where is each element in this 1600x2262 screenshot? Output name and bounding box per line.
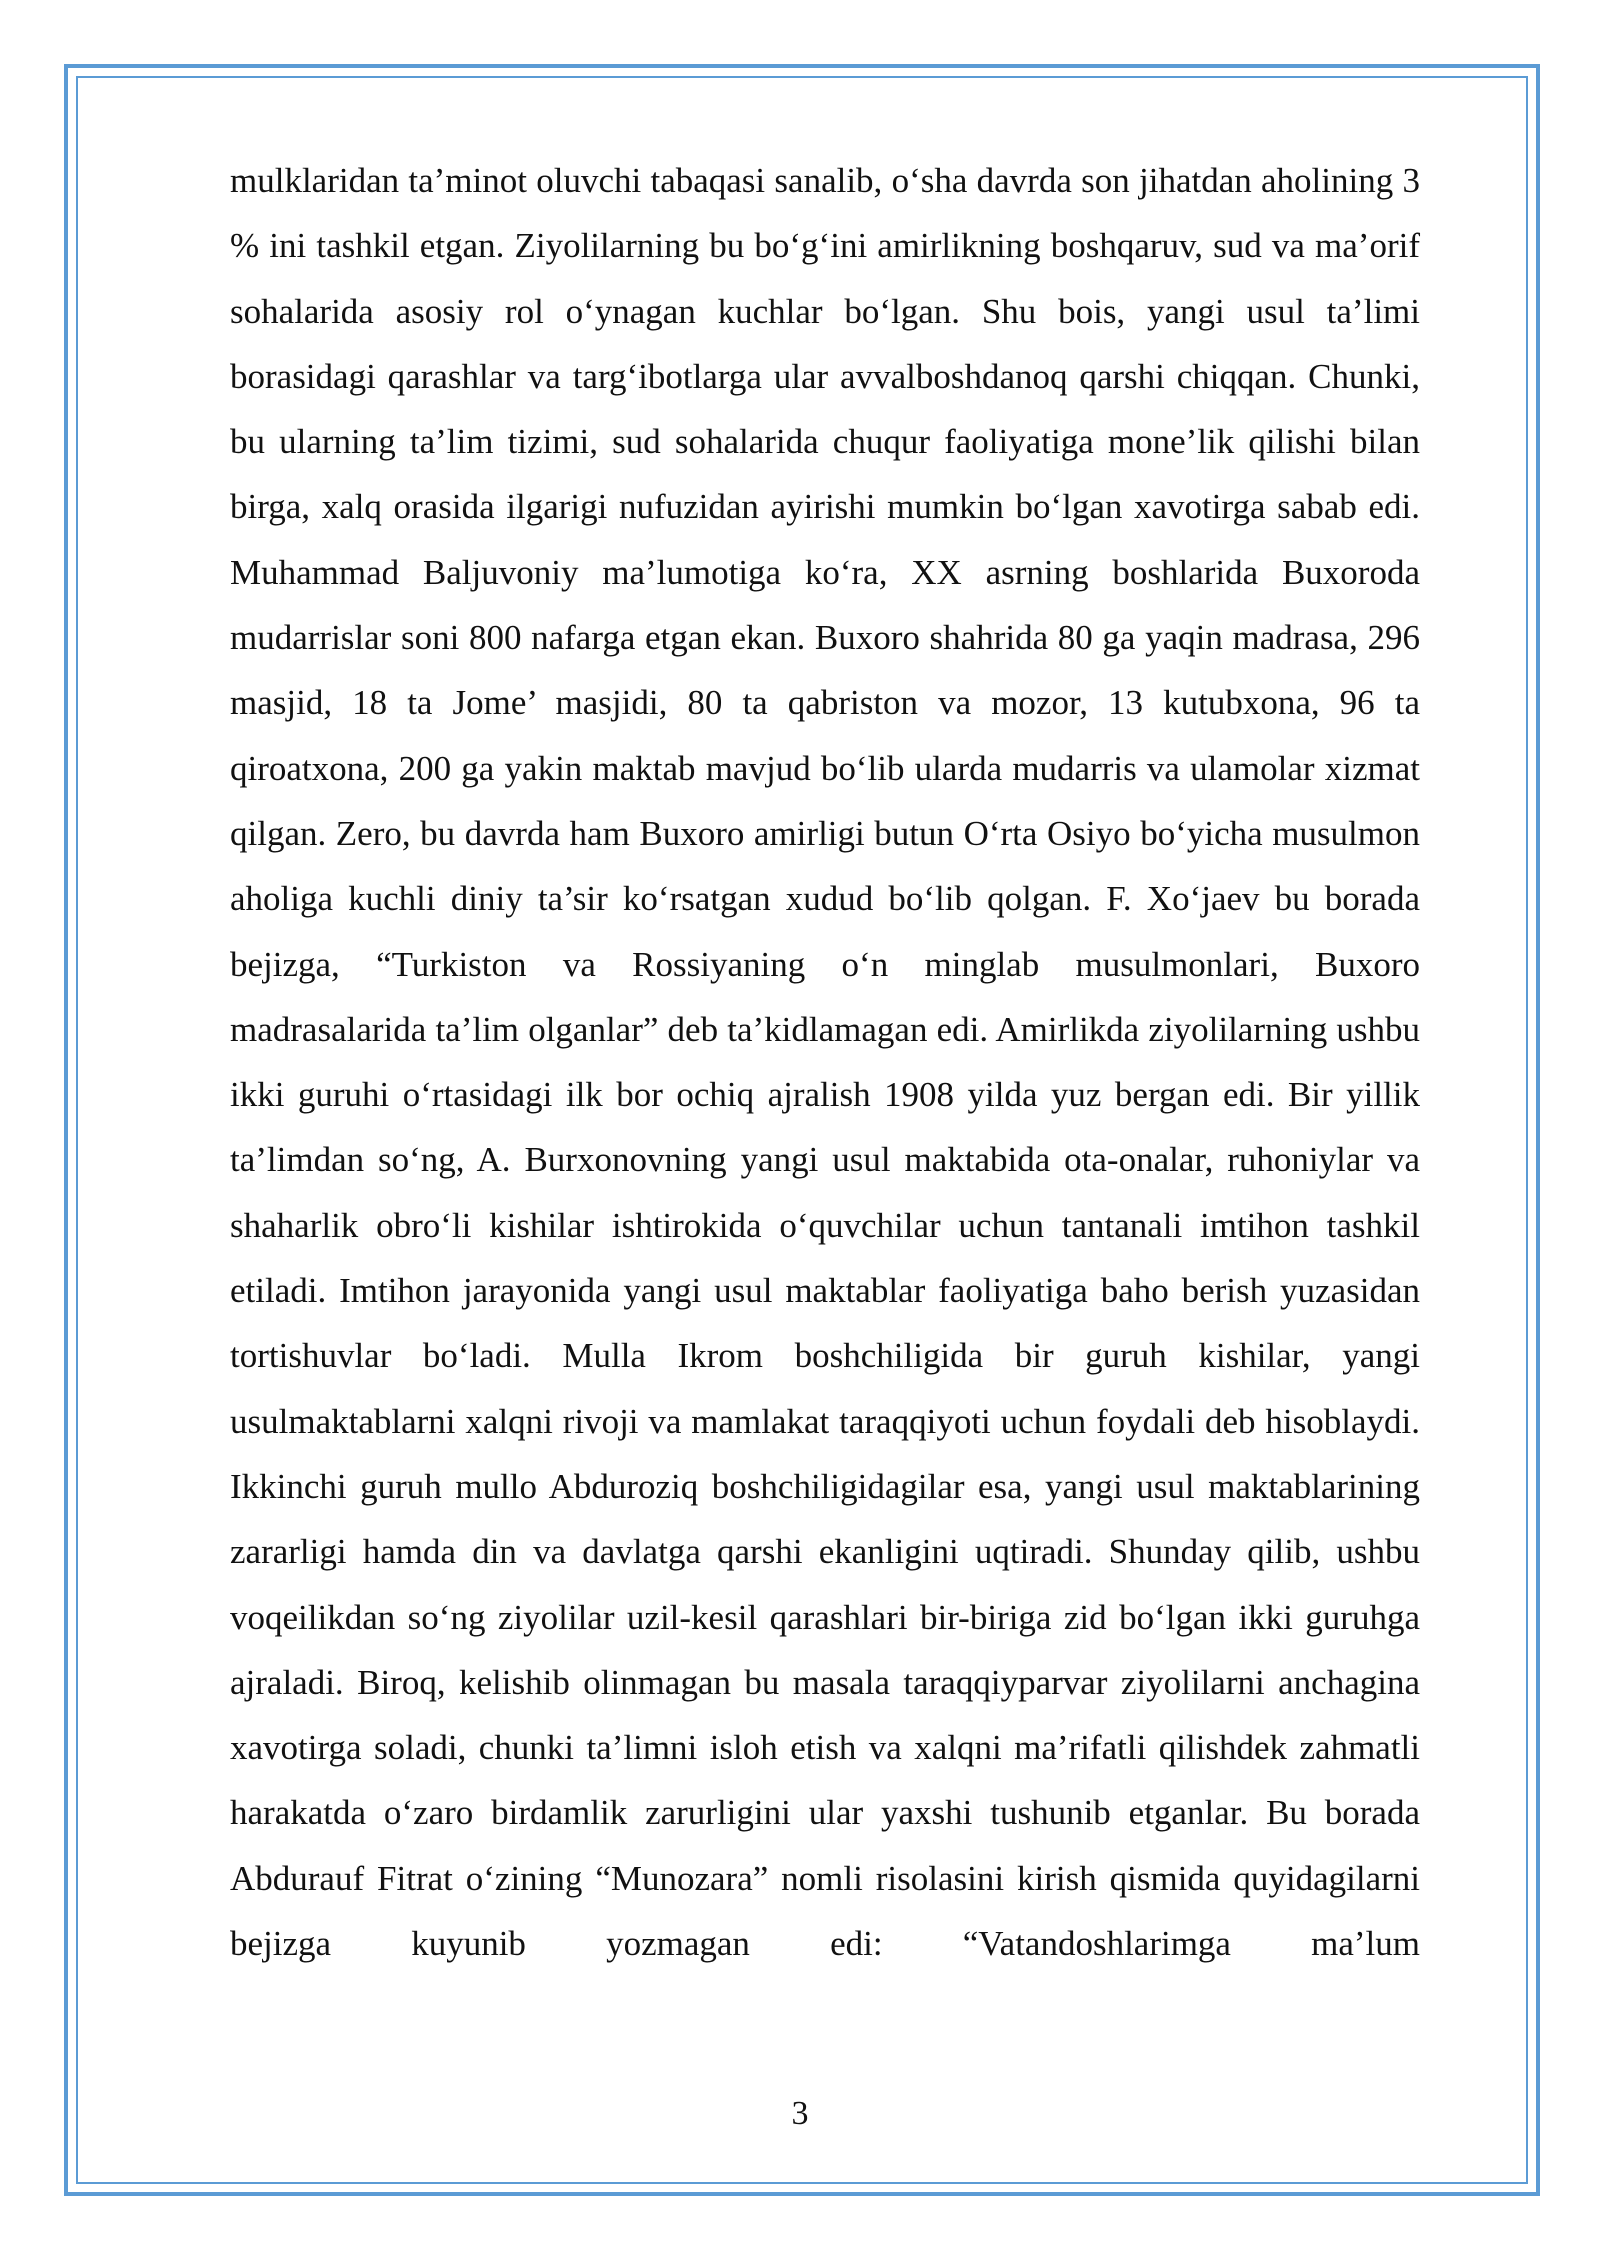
page-number: 3 xyxy=(791,2095,809,2132)
body-paragraph: mulklaridan ta’minot oluvchi tabaqasi sanalib, o‘sha davrda son jihatdan aholining 3 % ini tashkil etgan. Ziyolilarning bu bo‘g‘ini amirlikning boshqaruv, sud va ma’orif sohalarida asosiy rol o‘ynagan kuchlar bo‘lgan. Shu bois, yangi usul ta’limi borasidagi qarashlar va targ‘ibotlarga ular avvalboshdanoq qarshi chiqqan. Chunki, bu ularning ta’lim tizimi, sud sohalarida chuqur faoliyatiga mone’lik qilishi bilan birga, xalq orasida ilgarigi nufuzidan ayirishi mumkin bo‘lgan xavotirga sabab edi. Muhammad Baljuvoniy ma’lumotiga ko‘ra, XX asrning boshlarida Buxoroda mudarrislar soni 800 nafarga etgan ekan. Buxoro shahrida 80 ga yaqin madrasa, 296 masjid, 18 ta Jome’ masjidi, 80 ta qabriston va mozor, 13 kutubxona, 96 ta qiroatxona, 200 ga yakin maktab mavjud bo‘lib ularda mudarris va ulamolar xizmat qilgan. Zero, bu davrda ham Buxoro amirligi butun O‘rta Osiyo bo‘yicha musulmon aholiga kuchli diniy ta’sir ko‘rsatgan xudud bo‘lib qolgan. F. Xo‘jaev bu borada bejizga, “Turkiston va Rossiyaning o‘n minglab musulmonlari, Buxoro madrasalarida ta’lim olganlar” deb ta’kidlamagan edi. Amirlikda ziyolilarning ushbu ikki guruhi o‘rtasidagi ilk bor ochiq ajralish 1908 yilda yuz bergan edi. Bir yillik ta’limdan so‘ng, A. Burxonovning yangi usul maktabida ota-onalar, ruhoniylar va shaharlik obro‘li kishilar ishtirokida o‘quvchilar uchun tantanali imtihon tashkil etiladi. Imtihon jarayonida yangi usul maktablar faoliyatiga baho berish yuzasidan tortishuvlar bo‘ladi. Mulla Ikrom boshchiligida bir guruh kishilar, yangi usulmaktablarni xalqni rivoji va mamlakat taraqqiyoti uchun foydali deb hisoblaydi. Ikkinchi guruh mullo Abduroziq boshchiligidagilar esa, yangi usul maktablarining zararligi hamda din va davlatga qarshi ekanligini uqtiradi. Shunday qilib, ushbu voqeilikdan so‘ng ziyolilar uzil-kesil qarashlari bir-biriga zid bo‘lgan ikki guruhga ajraladi. Biroq, kelishib olinmagan bu masala taraqqiyparvar ziyolilarni anchagina xavotirga soladi, chunki ta’limni isloh etish va xalqni ma’rifatli qilishdek zahmatli harakatda o‘zaro birdamlik zarurligini ular yaxshi tushunib etganlar. Bu borada Abdurauf Fitrat o‘zining “Munozara” nomli risolasini kirish qismida quyidagilarni bejizga kuyunib yozmagan edi: “Vatandoshlarimga ma’lum xyxy=(230,161,1420,1964)
